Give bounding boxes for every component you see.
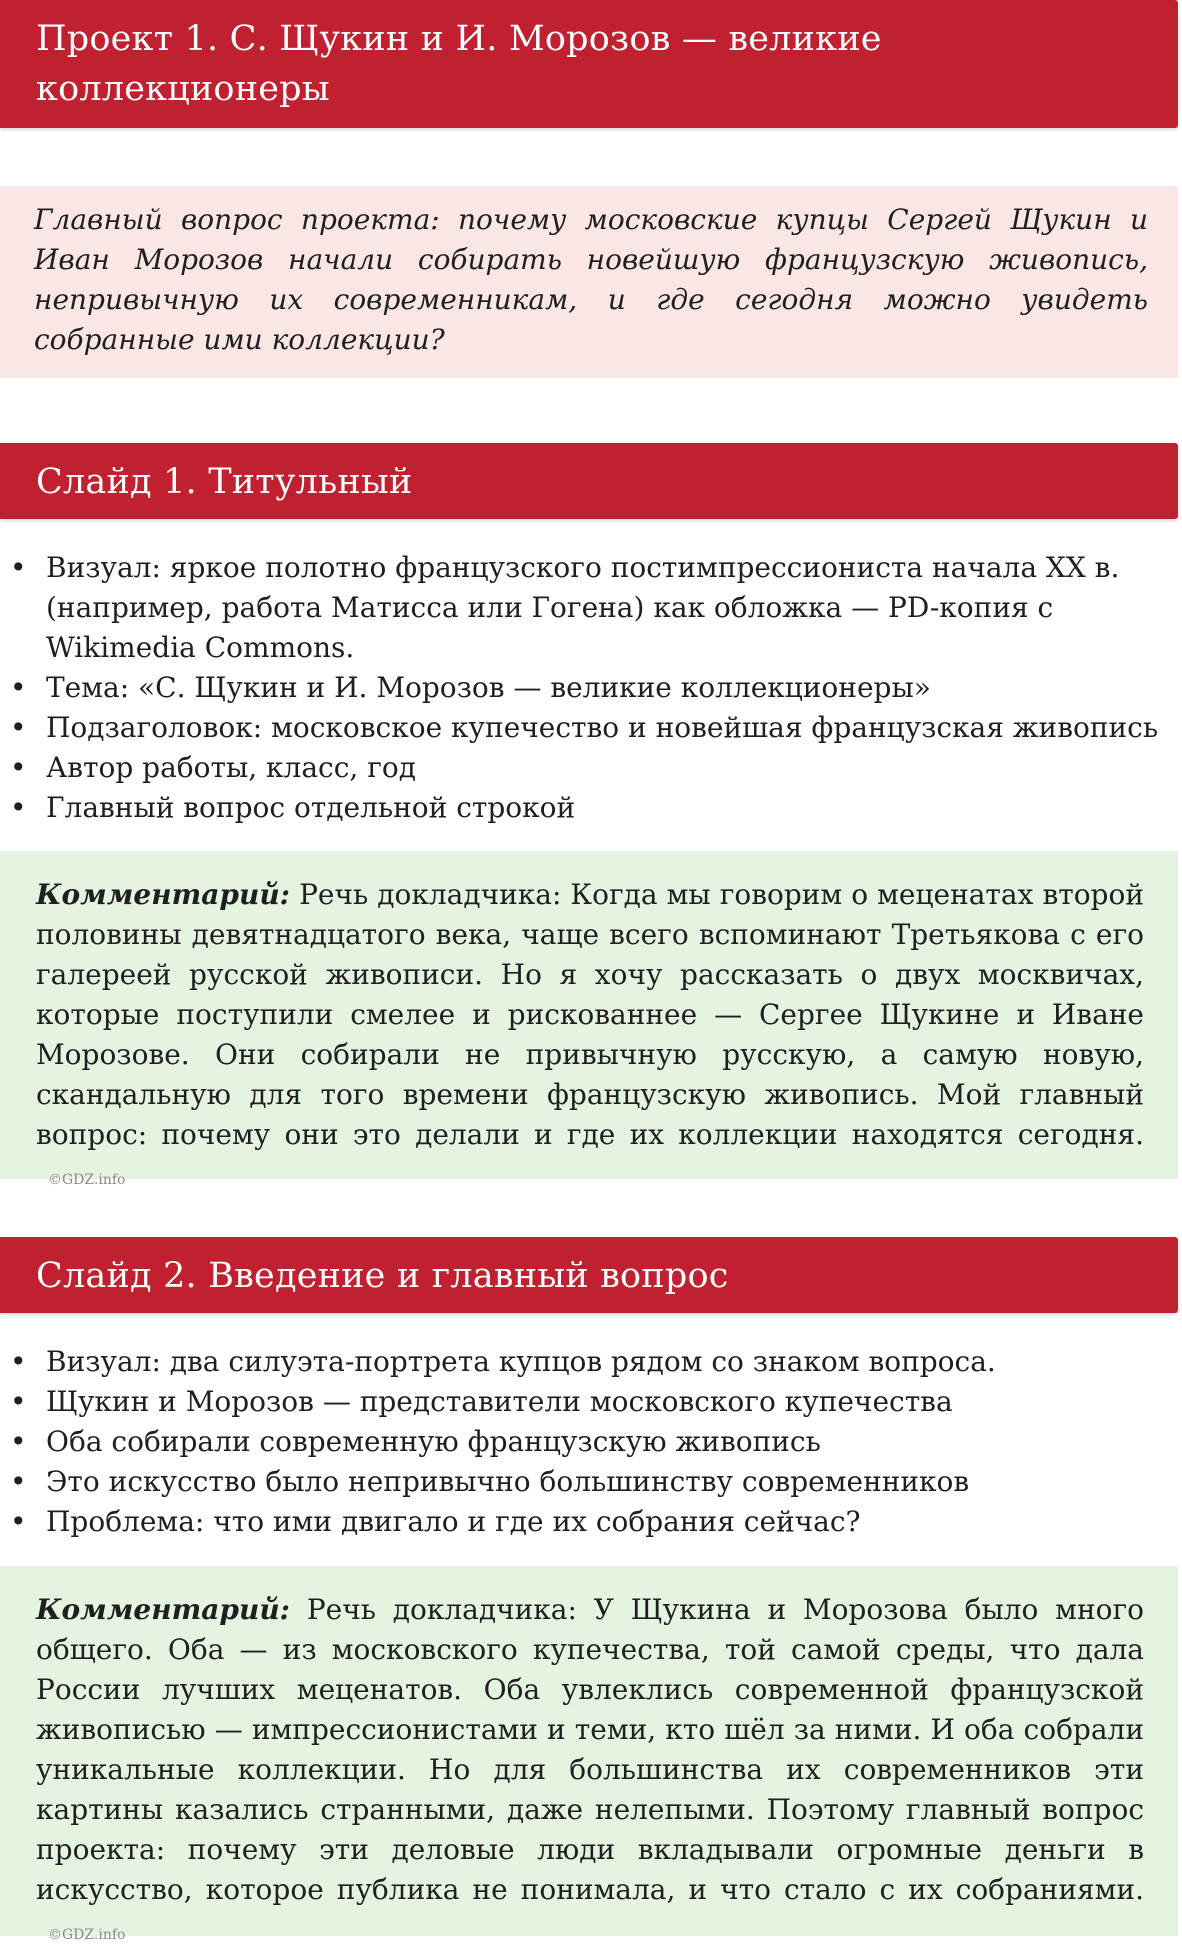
slide-1-title-bar	[0, 443, 1178, 519]
list-item: • Щукин и Морозов — представители московского купечества	[0, 1382, 1178, 1422]
list-item: • Визуал: яркое полотно французского постимпрессиониста начала XX в. (например, работа Матисса или Гогена) как обложка — PD-копия с Wikimedia Commons.	[0, 548, 1178, 668]
watermark-label: ©GDZ.info	[48, 1172, 126, 1188]
comment-label: Комментарий:	[36, 878, 291, 911]
slide-2-comment-box	[0, 1566, 1178, 1943]
comment-text: Речь докладчика: У Щукина и Морозова было много общего. Оба — из московского купечества, той самой среды, что дала России лучших меценатов. Оба увлеклись современной французской живописью — импрессионистами и теми, кто шёл за ними. И оба собрали уникальные коллекции. Но для большинства их современников эти картины казались странными, даже нелепыми. Поэтому главный вопрос проекта: почему эти деловые люди вкладывали огромные деньги в искусство, которое публика не понимала, и что стало с их собраниями.	[36, 1593, 1144, 1906]
list-item: • Это искусство было непривычно большинству современников	[0, 1462, 1178, 1502]
main-question-box	[0, 186, 1178, 378]
list-item: • Проблема: что ими двигало и где их собрания сейчас?	[0, 1502, 1178, 1542]
project-title-bar	[0, 0, 1178, 128]
slide-1-comment-box	[0, 851, 1178, 1188]
comment-text: Речь докладчика: Когда мы говорим о меценатах второй половины девятнадцатого века, чаще всего вспоминают Третьякова с его галереей русской живописи. Но я хочу рассказать о двух москвичах, которые поступили смелее и рискованнее — Сергее Щукине и Иване Морозове. Они собирали не привычную русскую, а самую новую, скандальную для того времени французскую живопись. Мой главный вопрос: почему они это делали и где их коллекции находятся сегодня.	[36, 878, 1144, 1151]
main-question-text: Главный вопрос проекта: почему московские купцы Сергей Щукин и Иван Морозов начали собирать новейшую французскую живопись, непривычную их современникам, и где сегодня можно увидеть собранные ими коллекции?	[34, 203, 1148, 356]
list-item: • Главный вопрос отдельной строкой	[0, 788, 1178, 828]
slide-2-title: Слайд 2. Введение и главный вопрос	[36, 1256, 729, 1296]
list-item: • Подзаголовок: московское купечество и новейшая французская живопись	[0, 708, 1178, 748]
watermark-label: ©GDZ.info	[48, 1927, 126, 1943]
project-title: Проект 1. С. Щукин и И. Морозов — великие коллекционеры	[36, 19, 882, 109]
list-item: • Тема: «С. Щукин и И. Морозов — великие коллекционеры»	[0, 668, 1178, 708]
slide-1-title: Слайд 1. Титульный	[36, 462, 413, 502]
slide-2-title-bar	[0, 1237, 1178, 1313]
list-item: • Автор работы, класс, год	[0, 748, 1178, 788]
list-item: • Оба собирали современную французскую живопись	[0, 1422, 1178, 1462]
comment-label: Комментарий:	[36, 1593, 291, 1626]
slide-2-bullet-list	[0, 1342, 1178, 1542]
slide-1-bullet-list	[0, 548, 1178, 828]
list-item: • Визуал: два силуэта-портрета купцов рядом со знаком вопроса.	[0, 1342, 1178, 1382]
